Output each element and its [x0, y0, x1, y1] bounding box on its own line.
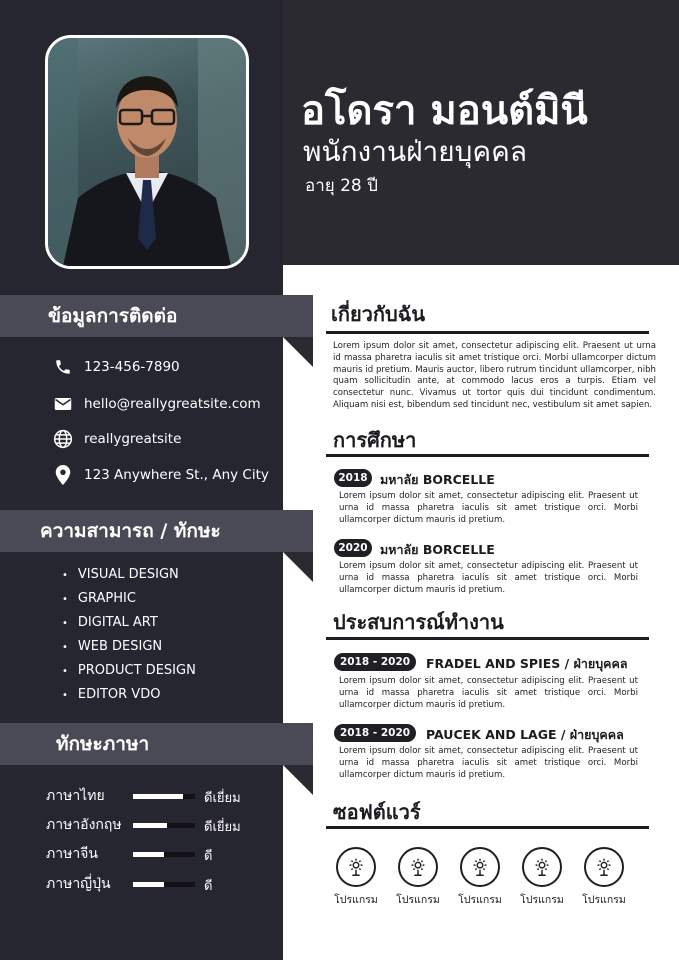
contact-heading-fold [283, 337, 313, 367]
mail-icon [52, 393, 74, 415]
language-row [46, 873, 276, 895]
skills-heading: ความสามารถ / ทักษะ [0, 510, 313, 552]
skills-list [62, 566, 196, 710]
education-heading: การศึกษา [333, 428, 417, 452]
software-item [334, 847, 378, 907]
software-item [582, 847, 626, 907]
gear-icon [460, 847, 500, 887]
language-level-bar [133, 882, 195, 887]
language-level-bar [133, 852, 195, 857]
address-text: 123 Anywhere St., Any City [84, 467, 269, 483]
software-heading: ซอฟต์แวร์ [333, 800, 421, 824]
experience-period-badge: 2018 - 2020 [334, 724, 416, 742]
language-level-bar [133, 823, 195, 828]
gear-icon [336, 847, 376, 887]
about-divider [326, 331, 649, 334]
software-item [458, 847, 502, 907]
education-text: Lorem ipsum dolor sit amet, consectetur adipiscing elit. Praesent ut urna id massa pharetra iaculis sit amet tristique orci. Morbi ullamcorper dictum mauris id pretium. [339, 491, 638, 525]
software-label: โปรแกรม [458, 894, 502, 906]
language-name: ภาษาไทย [46, 788, 105, 804]
gear-icon [584, 847, 624, 887]
job-title: พนักงานฝ่ายบุคคล [303, 135, 528, 168]
phone-icon [52, 356, 74, 378]
location-pin-icon [52, 464, 74, 486]
candidate-name: อโดรา มอนต์มินี [301, 88, 588, 134]
software-divider [326, 826, 649, 829]
globe-icon [52, 428, 74, 450]
experience-text: Lorem ipsum dolor sit amet, consectetur adipiscing elit. Praesent ut urna id massa pharetra iaculis sit amet tristique orci. Morbi ullamcorper dictum mauris id pretium. [339, 746, 638, 780]
languages-heading-fold [283, 765, 313, 795]
software-item [396, 847, 440, 907]
education-divider [326, 454, 649, 457]
language-level-fill [133, 823, 167, 828]
language-level-fill [133, 794, 183, 799]
software-label: โปรแกรม [396, 894, 440, 906]
language-level: ดี [204, 849, 213, 864]
experience-title: PAUCEK AND LAGE / ฝ่ายบุคคล [426, 727, 624, 742]
education-title: มหาลัย BORCELLE [380, 542, 495, 557]
software-label: โปรแกรม [520, 894, 564, 906]
website-text: reallygreatsite [84, 431, 182, 447]
about-text: Lorem ipsum dolor sit amet, consectetur adipiscing elit. Praesent ut urna id massa pharetra iaculis sit amet tristique orci. Morbi ullamcorper dictum mauris id pretium. Mauris auctor, libero rutrum tincidunt ullamcorper, nibh quam sollicitudin ante, at commodo lacus eros a turpis. Etiam vel consectetur nunc. Vivamus ut tortor quis dui tincidunt condimentum. Aliquam nisi est, bibendum sed tincidunt nec, vestibulum sit amet sapien. [333, 341, 656, 410]
language-name: ภาษาอังกฤษ [46, 817, 122, 833]
language-name: ภาษาจีน [46, 846, 98, 862]
about-heading: เกี่ยวกับฉัน [331, 302, 425, 326]
experience-title: FRADEL AND SPIES / ฝ่ายบุคคล [426, 656, 628, 671]
experience-period-badge: 2018 - 2020 [334, 653, 416, 671]
list-item: • DIGITAL ART [62, 614, 196, 638]
list-item: • WEB DESIGN [62, 638, 196, 662]
list-item: • VISUAL DESIGN [62, 566, 196, 590]
language-row [46, 785, 276, 807]
contact-website[interactable] [52, 427, 181, 451]
list-item: • PRODUCT DESIGN [62, 662, 196, 686]
contact-address[interactable] [52, 463, 269, 487]
education-year-badge: 2020 [334, 539, 372, 557]
list-item: • EDITOR VDO [62, 686, 196, 710]
language-level-bar [133, 794, 195, 799]
language-level: ดีเยี่ยม [204, 820, 241, 835]
software-label: โปรแกรม [582, 894, 626, 906]
phone-text: 123-456-7890 [84, 359, 180, 375]
contact-phone[interactable] [52, 355, 180, 379]
software-label: โปรแกรม [334, 894, 378, 906]
language-level-fill [133, 882, 164, 887]
contact-heading: ข้อมูลการติดต่อ [0, 295, 313, 337]
language-name: ภาษาญี่ปุ่น [46, 876, 111, 892]
language-row [46, 814, 276, 836]
gear-icon [522, 847, 562, 887]
education-text: Lorem ipsum dolor sit amet, consectetur adipiscing elit. Praesent ut urna id massa pharetra iaculis sit amet tristique orci. Morbi ullamcorper dictum mauris id pretium. [339, 561, 638, 595]
education-title: มหาลัย BORCELLE [380, 472, 495, 487]
education-year-badge: 2018 [334, 469, 372, 487]
skills-heading-fold [283, 552, 313, 582]
contact-email[interactable] [52, 392, 261, 416]
languages-heading: ทักษะภาษา [0, 723, 313, 765]
language-level-fill [133, 852, 164, 857]
language-row [46, 843, 276, 865]
email-text: hello@reallygreatsite.com [84, 396, 261, 412]
software-item [520, 847, 564, 907]
language-level: ดีเยี่ยม [204, 791, 241, 806]
age-label: อายุ 28 ปี [305, 176, 378, 196]
list-item: • GRAPHIC [62, 590, 196, 614]
gear-icon [398, 847, 438, 887]
experience-divider [326, 637, 649, 640]
experience-heading: ประสบการณ์ทำงาน [333, 610, 504, 634]
experience-text: Lorem ipsum dolor sit amet, consectetur adipiscing elit. Praesent ut urna id massa pharetra iaculis sit amet tristique orci. Morbi ullamcorper dictum mauris id pretium. [339, 676, 638, 710]
profile-photo [45, 35, 249, 269]
language-level: ดี [204, 879, 213, 894]
